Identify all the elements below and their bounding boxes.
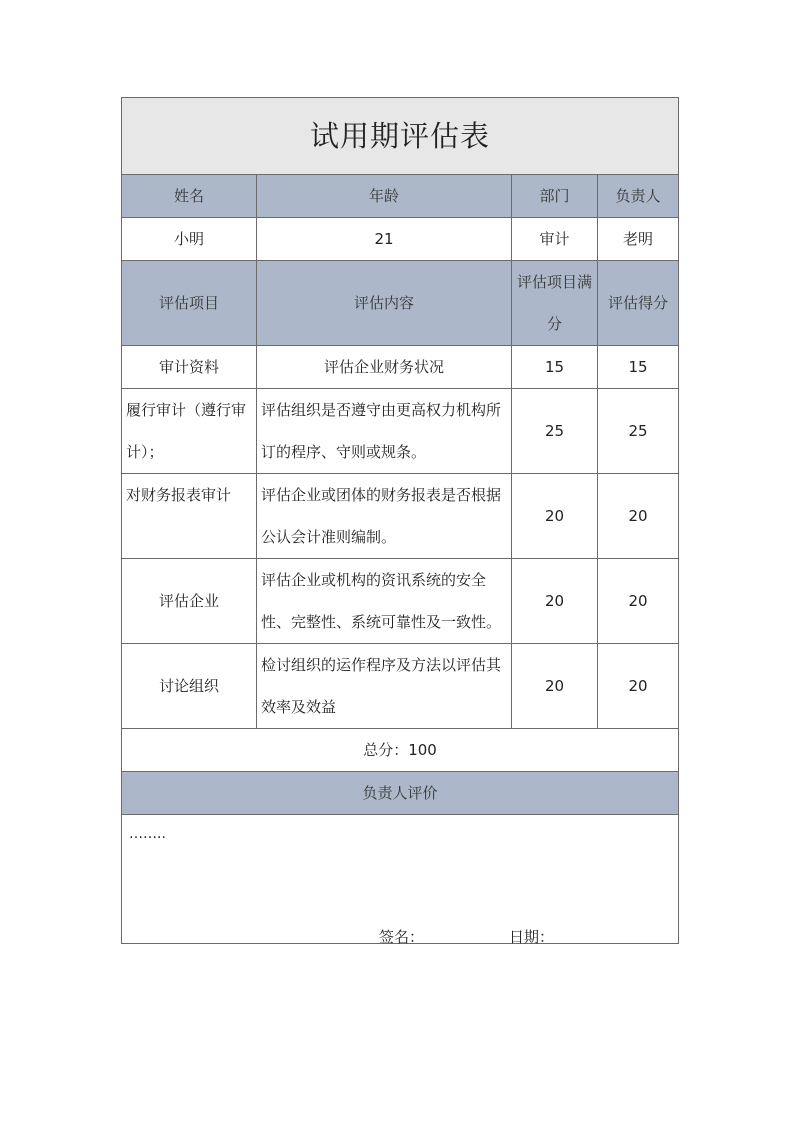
eval-score: 25 bbox=[598, 389, 679, 474]
eval-content: 评估企业或团体的财务报表是否根据公认会计准则编制。 bbox=[257, 474, 512, 559]
table-row bbox=[122, 559, 679, 644]
header-score: 评估得分 bbox=[598, 261, 679, 346]
title-row bbox=[122, 98, 679, 175]
probation-evaluation-form bbox=[121, 97, 679, 944]
form-title: 试用期评估表 bbox=[122, 98, 679, 175]
info-row bbox=[122, 218, 679, 261]
date-label: 日期： bbox=[509, 928, 555, 946]
age-value: 21 bbox=[257, 218, 512, 261]
eval-item: 对财务报表审计 bbox=[122, 474, 257, 559]
signature-label: 签名： bbox=[379, 928, 425, 946]
review-header-row bbox=[122, 772, 679, 815]
table-row bbox=[122, 346, 679, 389]
eval-full-score: 25 bbox=[512, 389, 598, 474]
responsible-value: 老明 bbox=[598, 218, 679, 261]
table-row bbox=[122, 474, 679, 559]
name-value: 小明 bbox=[122, 218, 257, 261]
eval-header-row bbox=[122, 261, 679, 346]
eval-content: 评估企业或机构的资讯系统的安全性、完整性、系统可靠性及一致性。 bbox=[257, 559, 512, 644]
info-header-row bbox=[122, 175, 679, 218]
eval-item: 履行审计（遵行审计）； bbox=[122, 389, 257, 474]
review-area[interactable] bbox=[122, 815, 679, 944]
table-row bbox=[122, 644, 679, 729]
eval-item: 讨论组织 bbox=[122, 644, 257, 729]
review-text: …….. bbox=[129, 826, 166, 842]
header-name: 姓名 bbox=[122, 175, 257, 218]
header-full-score: 评估项目满分 bbox=[512, 261, 598, 346]
header-responsible: 负责人 bbox=[598, 175, 679, 218]
header-department: 部门 bbox=[512, 175, 598, 218]
eval-score: 20 bbox=[598, 644, 679, 729]
eval-content: 检讨组织的运作程序及方法以评估其效率及效益 bbox=[257, 644, 512, 729]
review-row bbox=[122, 815, 679, 944]
table-row bbox=[122, 389, 679, 474]
eval-full-score: 20 bbox=[512, 474, 598, 559]
eval-full-score: 20 bbox=[512, 559, 598, 644]
eval-score: 20 bbox=[598, 559, 679, 644]
total-score: 总分：100 bbox=[122, 729, 679, 772]
review-header: 负责人评价 bbox=[122, 772, 679, 815]
eval-full-score: 20 bbox=[512, 644, 598, 729]
department-value: 审计 bbox=[512, 218, 598, 261]
eval-content: 评估组织是否遵守由更高权力机构所订的程序、守则或规条。 bbox=[257, 389, 512, 474]
eval-item: 评估企业 bbox=[122, 559, 257, 644]
eval-item: 审计资料 bbox=[122, 346, 257, 389]
header-eval-item: 评估项目 bbox=[122, 261, 257, 346]
eval-content: 评估企业财务状况 bbox=[257, 346, 512, 389]
header-eval-content: 评估内容 bbox=[257, 261, 512, 346]
eval-score: 15 bbox=[598, 346, 679, 389]
eval-full-score: 15 bbox=[512, 346, 598, 389]
eval-score: 20 bbox=[598, 474, 679, 559]
header-age: 年龄 bbox=[257, 175, 512, 218]
total-row bbox=[122, 729, 679, 772]
